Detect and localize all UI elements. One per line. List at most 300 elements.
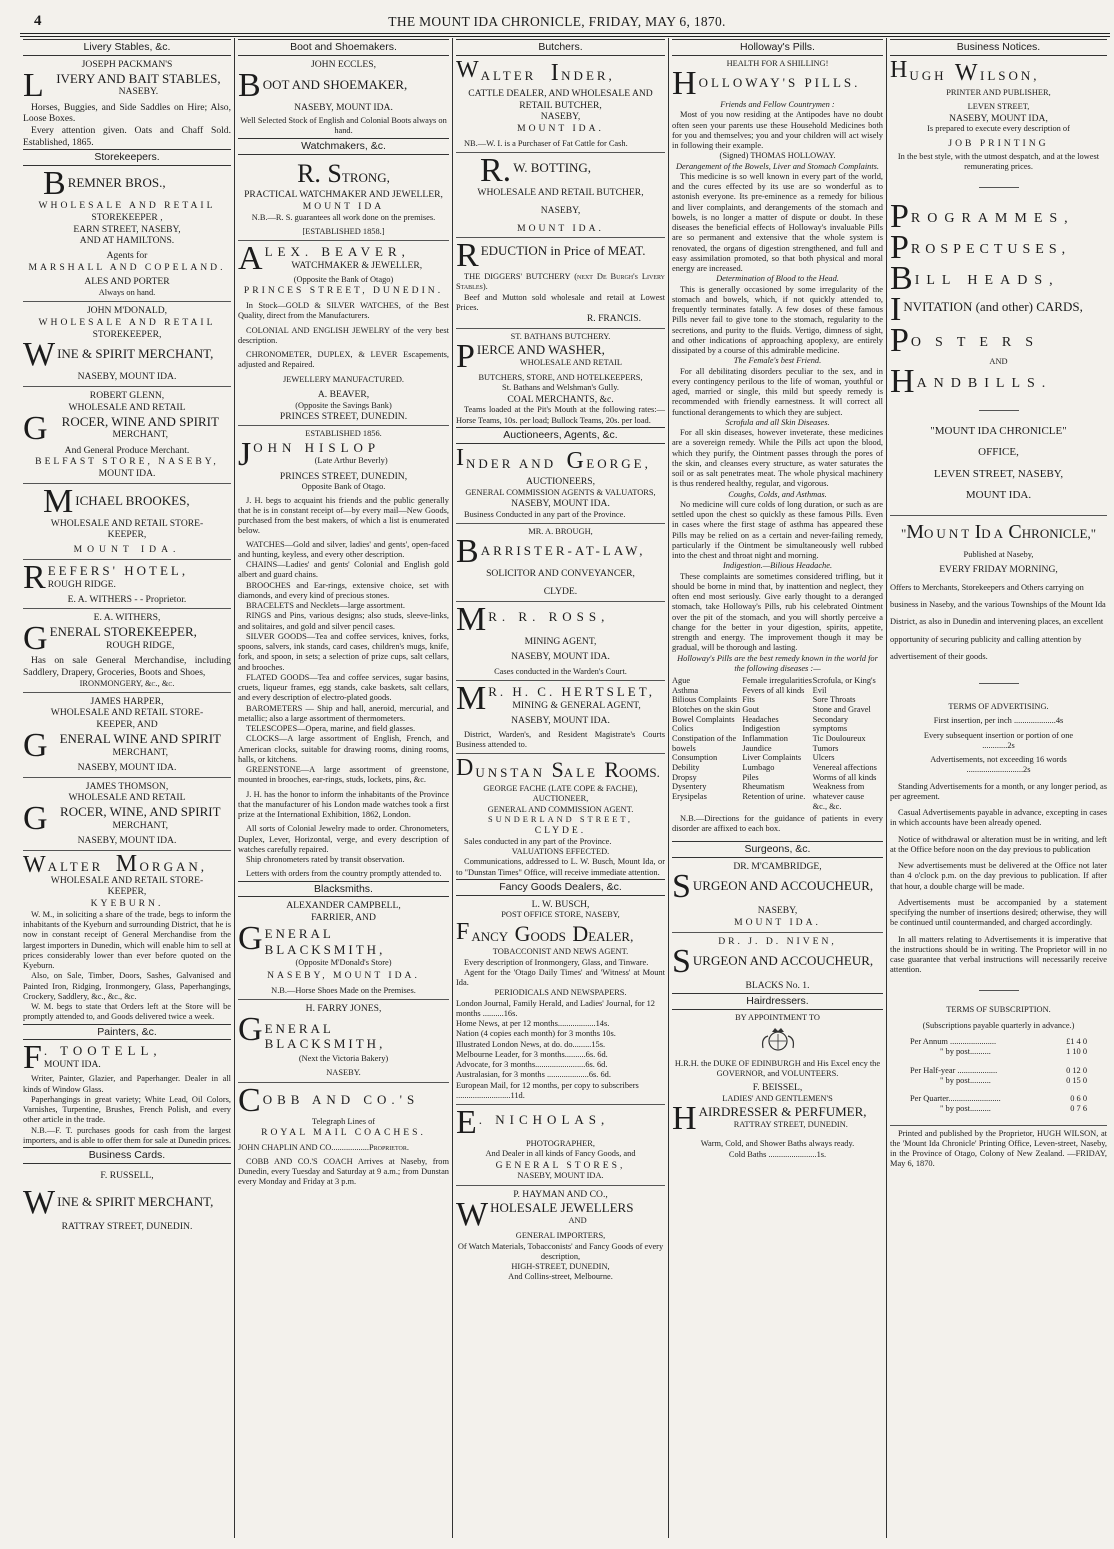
ad-line: ROUGH RIDGE, <box>106 639 175 651</box>
ad-line: NASEBY, MOUNT IDA. <box>511 651 610 663</box>
ad-harper <box>23 731 231 760</box>
subscription-row <box>910 1076 1087 1086</box>
ad-line: GENERAL IMPORTERS, <box>515 1231 606 1241</box>
ad-line: MOUNT IDA. <box>98 467 156 479</box>
subscription-note: (Subscriptions payable quarterly in advance.) <box>922 1020 1075 1030</box>
drop-cap: G <box>566 447 584 474</box>
sub-heading: Scrofula and all Skin Diseases. <box>725 417 830 427</box>
service-cards <box>890 295 1107 324</box>
drop-cap: R. S <box>297 158 342 188</box>
ad-body: Most of you now residing at the Antipodes have no doubt often seen your parents use these Household Medicines both for you and themselves; you and your children will act wisely in following their example. <box>672 110 883 151</box>
section-holloway: Holloway's Pills. <box>672 39 883 56</box>
drop-cap: C <box>1008 520 1022 543</box>
ad-line: GENERAL COMMISSION AGENTS & VALUATORS, <box>465 487 656 497</box>
drop-cap: G <box>23 624 48 654</box>
disease-column: Female irregularities Fevers of all kinds Fits Gout Headaches Indigestion Inflammation Jaundice Liver Complaints Lumbago Piles Rheumatism Retention of urine. <box>742 676 812 801</box>
divider <box>456 237 665 238</box>
drop-cap: H <box>890 366 915 396</box>
ad-title: . TOOTELL, <box>43 1043 162 1059</box>
terms-line: First insertion, per inch ....................4s <box>933 716 1064 726</box>
ad-heading: ST. BATHANS BUTCHERY. <box>510 331 611 341</box>
row-price: 0 7 6 <box>1070 1104 1087 1114</box>
ad-body: J. H. has the honor to inform the inhabitants of the Province that the manufacturer of his London made watches took a first prize at the International Exhibition, 1862, London. <box>238 789 449 820</box>
drop-cap: G <box>23 730 48 760</box>
divider <box>23 483 231 484</box>
ad-thomson <box>23 804 231 833</box>
ad-line: WHOLESALE AND RETAIL STORE- <box>50 874 204 886</box>
ad-title: ROCER, WINE AND SPIRIT <box>61 413 219 429</box>
ad-line: NASEBY. <box>118 86 159 98</box>
ad-line: NASEBY, <box>540 111 581 123</box>
drop-cap: S <box>672 872 691 902</box>
section-storekeepers: Storekeepers. <box>23 149 231 166</box>
column-5 <box>886 38 1110 1538</box>
ad-title: OBB AND CO.'S <box>262 1091 420 1107</box>
ad-line: PHOTOGRAPHER, <box>526 1139 595 1149</box>
ad-hislop <box>238 440 449 469</box>
ad-body: This medicine is so well known in every part of the world, and the cures effected by its use are so wonderful as to astonish everyone. Its pre-eminence as a remedy for bilious and liver complaints, and derangements of the stomach and bowels, is no longer a matter of dispute or doubt. In these diseases the beneficial effects of Holloway's invaluable Pills are so permanent and extensive that the whole system is renovated, the organs of digestion strengthened, and full and easy assimilation promoted, so that both physical and moral energy are increased. <box>672 171 883 274</box>
header-rule <box>20 33 1110 37</box>
ad-reduction <box>456 241 665 270</box>
ad-body: RINGS and Pins, various designs; also studs, sleeve-links, and solitaires, and gold and silver pencil cases. <box>238 611 449 631</box>
ad-line: (Opposite the Bank of Otago) <box>293 275 394 285</box>
ad-line: WATCHMAKER & JEWELLER, <box>291 259 423 271</box>
terms-body: Notice of withdrawal or alteration must be in writing, and left at the Office before noon on the day previous to publication <box>890 834 1107 854</box>
drop-cap: E <box>456 1108 477 1138</box>
ad-line: KEEPER, AND <box>96 719 158 731</box>
ad-packman <box>23 71 231 100</box>
ad-line: WHOLESALE AND RETAIL <box>68 792 186 804</box>
subscription-table <box>890 1037 1107 1115</box>
ad-line: PERIODICALS AND NEWSPAPERS. <box>494 988 627 998</box>
divider <box>979 410 1019 411</box>
subscription-row <box>910 1037 1087 1047</box>
ad-line: JOHN CHAPLIN AND CO..................Proprietor. <box>238 1142 409 1152</box>
ad-line: BY APPOINTMENT TO <box>735 1012 820 1022</box>
ad-signature: (Signed) THOMAS HOLLOWAY. <box>719 151 836 161</box>
ad-line: MERCHANT, <box>112 819 169 831</box>
ad-line: JEWELLERY MANUFACTURED. <box>283 374 404 384</box>
ad-line: NASEBY, MOUNT IDA. <box>77 835 177 846</box>
column-1 <box>20 38 234 1538</box>
section-hairdressers: Hairdressers. <box>672 993 883 1010</box>
ad-line: H.R.H. the DUKE OF EDINBURGH and His Excel ency the GOVERNOR, and VOLUNTEERS. <box>674 1058 881 1079</box>
ad-title: ENERAL BLACKSMITH, <box>264 1020 386 1052</box>
ad-body: Every description of Ironmongery, Glass, and Tinware. <box>464 957 649 967</box>
ad-heading: JAMES THOMSON, <box>85 780 169 792</box>
drop-cap: M <box>456 604 487 634</box>
price-line: London Journal, Family Herald, and Ladies' Journal, for 12 months ..........16s. <box>456 998 655 1018</box>
divider <box>23 777 231 778</box>
ad-heading: DR. M'CAMBRIDGE, <box>733 860 822 872</box>
drop-cap: P <box>456 342 475 372</box>
service-item: ILL HEADS, <box>914 272 1060 288</box>
drop-cap: S <box>551 757 564 783</box>
ad-line: PRINCES STREET, DUNEDIN. <box>243 285 444 297</box>
ad-line: ESTABLISHED 1856. <box>305 429 382 439</box>
drop-cap: H <box>672 69 697 99</box>
ad-body: COLONIAL AND ENGLISH JEWELRY of the very best description. <box>238 325 449 345</box>
ad-line: KEEPER, <box>107 529 147 541</box>
chronicle-title <box>890 520 1107 544</box>
sub-heading: The Female's best Friend. <box>733 356 822 366</box>
row-label: Per Quarter......................... <box>910 1094 1001 1104</box>
ad-line: Opposite Bank of Otago. <box>301 482 386 492</box>
ad-line: MERCHANT, <box>112 746 169 758</box>
ad-line: CLYDE. <box>543 585 578 597</box>
subscription-row <box>910 1047 1087 1057</box>
drop-cap: I <box>890 294 902 324</box>
drop-cap: I <box>974 520 982 543</box>
service-item: ROGRAMMES, <box>910 210 1075 226</box>
drop-cap: P <box>890 201 909 231</box>
ad-line: BLACKS No. 1. <box>745 980 810 992</box>
ad-title: ARRISTER-AT-LAW, <box>480 543 646 559</box>
service-item: NVITATION (and other) CARDS, <box>903 298 1083 314</box>
ad-line: CATTLE DEALER, AND WHOLESALE AND RETAIL BUTCHER, <box>468 88 653 111</box>
ad-title: IERCE AND WASHER, <box>476 342 605 358</box>
section-auctioneers: Auctioneers, Agents, &c. <box>456 427 665 444</box>
ad-title: OOMS. <box>619 765 660 781</box>
drop-cap: M <box>906 520 925 543</box>
imprint: Printed and published by the Proprietor, HUGH WILSON, at the 'Mount Ida Chronicle' Printing Office, Leven-street, Naseby, in the Province of Otago, Colony of New Zealand. —FRIDAY, May 6, 1870. <box>890 1128 1107 1169</box>
ad-line: MARSHALL AND COPELAND. <box>28 261 226 273</box>
divider <box>23 692 231 693</box>
section-business-notices: Business Notices. <box>890 39 1107 56</box>
ad-line: BUTCHERS, STORE, AND HOTELKEEPERS, <box>478 373 643 383</box>
ad-body: Also, on Sale, Timber, Doors, Sashes, Galvanised and Painted Iron, Ridging, Ironmongery, Glass, Paperhangings, Crockery, Saddlery, &c., &c., &c. <box>23 971 231 1001</box>
ad-line: Telegraph Lines of <box>311 1116 376 1126</box>
drop-cap: A <box>238 244 263 274</box>
divider <box>238 425 449 426</box>
ad-line: EVERY FRIDAY MORNING, <box>939 564 1058 576</box>
ad-body: SILVER GOODS—Tea and coffee services, knives, forks, spoons, salvers, ink stands, card cases, children's mugs, knife, fork, and spoon, in sets; a selection of prize cups, salt cellars, and brooches. <box>238 631 449 672</box>
sub-heading: Friends and Fellow Countrymen : <box>720 100 835 110</box>
section-watchmakers: Watchmakers, &c. <box>238 138 449 155</box>
subscription-heading: TERMS OF SUBSCRIPTION. <box>946 1004 1051 1014</box>
ad-holloway <box>672 69 883 98</box>
drop-cap: L <box>23 70 44 100</box>
ad-line: AND <box>989 356 1008 366</box>
ad-title: LEX. BEAVER, <box>264 244 410 260</box>
ad-body: TELESCOPES—Opera, marine, and field glasses. <box>246 724 416 734</box>
ad-line: GEORGE FACHE (LATE COPE & FACHE), <box>483 784 638 794</box>
ad-strong <box>238 158 449 190</box>
ad-body: District, Warden's, and Resident Magistrate's Courts Business attended to. <box>456 729 665 750</box>
quote-mark: " <box>900 525 907 541</box>
ad-body: Every attention given. Oats and Chaff Sold. Established, 1865. <box>23 124 231 148</box>
ad-line: NASEBY, <box>757 905 798 917</box>
ad-line: PRINCES STREET, DUNEDIN. <box>279 410 408 422</box>
ad-line: NASEBY, MOUNT IDA. <box>77 371 177 383</box>
ad-body: Offers to Merchants, Storekeepers and Others carrying on business in Naseby, and the various Townships of the Mount Ida District, as also in Dunedin and intervening places, an excellent opportunity of securing publicity and calling attention by advertisement of their goods. <box>890 582 1106 661</box>
drop-cap: W <box>23 853 46 875</box>
divider <box>890 515 1107 516</box>
drop-cap: W <box>456 1200 489 1230</box>
ad-line: LEVEN STREET, NASEBY, <box>933 467 1064 480</box>
ad-line: AND AT HAMILTONS. <box>79 235 175 247</box>
section-blacksmiths: Blacksmiths. <box>238 881 449 898</box>
ad-title: NDER, <box>561 67 615 83</box>
price-line: Illustrated London News, at do. do.........15s. <box>456 1039 606 1049</box>
ad-title: REMNER BROS., <box>67 175 166 191</box>
ad-body: NB.—W. I. is a Purchaser of Fat Cattle for Cash. <box>464 138 628 148</box>
row-label: Per Half-year ................... <box>910 1065 998 1075</box>
ad-line: NASEBY, MOUNT IDA. <box>294 101 393 113</box>
ad-mcdonald <box>23 340 231 369</box>
drop-cap: W <box>456 58 479 83</box>
drop-cap: R <box>456 241 479 271</box>
ad-line: NASEBY, MOUNT IDA. <box>517 1171 604 1181</box>
ad-line: MOUNT IDA. <box>734 916 821 928</box>
drop-cap: I <box>550 59 559 86</box>
ad-title: INE & SPIRIT MERCHANT, <box>57 1193 214 1209</box>
ad-title: W. BOTTING, <box>513 160 592 176</box>
row-label: Per Annum ...................... <box>910 1037 997 1047</box>
section-business-cards: Business Cards. <box>23 1147 231 1164</box>
ad-hayman <box>456 1200 665 1229</box>
ad-line: Published at Naseby, <box>963 549 1034 559</box>
drop-cap: M <box>456 684 487 714</box>
ad-line: ROUGH RIDGE. <box>47 578 116 590</box>
drop-cap: G <box>238 923 263 957</box>
ad-niven <box>672 947 883 976</box>
ad-line: SUNDERLAND STREET, <box>487 814 634 824</box>
section-painters: Painters, &c. <box>23 1024 231 1041</box>
ad-line: WHOLESALE AND RETAIL BUTCHER, <box>477 187 644 199</box>
ad-line: KEEPER, <box>107 886 147 898</box>
ad-pierce-washer <box>456 342 665 371</box>
ad-heading: E. A. WITHERS, <box>93 612 161 624</box>
ad-line: WHOLESALE AND RETAIL <box>38 200 216 212</box>
ad-line: PRACTICAL WATCHMAKER AND JEWELLER, <box>244 189 443 201</box>
ad-body: W. M., in soliciting a share of the trade, begs to inform the inhabitants of the Kyeburn and surrounding District, that he is now in constant receipt of General Merchandise from the largest importers in Dunedin, which will enable him to sell at prices considerably lower than ever before quoted on the Kyeburn. <box>23 909 231 971</box>
ad-title: HRONICLE," <box>1021 525 1097 541</box>
divider <box>456 680 665 681</box>
service-item: ANDBILLS. <box>916 375 1053 391</box>
service-programmes <box>890 202 1107 231</box>
ad-body: Agent for the 'Otago Daily Times' and 'Witness' at Mount Ida. <box>456 967 665 988</box>
disease-column: Scrofula, or King's Evil Sore Throats Stone and Gravel Secondary symptoms Tic Douloureux Tumors Ulcers Venereal affections Worms of all kinds Weakness from whatever cause &c., &c. <box>812 676 877 811</box>
ad-line: Always on hand. <box>98 288 156 298</box>
terms-body: New advertisements must be delivered at the Office not later than 4 o'clock p.m. on the day previous to publication. If after that hour, a double charge will be made. <box>890 861 1107 891</box>
drop-cap: D <box>456 757 474 782</box>
column-4 <box>668 38 886 1538</box>
ad-line: "MOUNT IDA CHRONICLE" <box>930 424 1067 437</box>
ad-title: ENERAL WINE AND SPIRIT <box>59 730 221 746</box>
price-line: Nation (4 copies each month) for 3 months 10s. <box>456 1029 616 1039</box>
ad-line: MOUNT IDA <box>302 200 385 212</box>
ad-line: HEALTH FOR A SHILLING! <box>726 58 829 68</box>
ad-line: EARN STREET, NASEBY, <box>73 223 181 235</box>
ad-withers <box>23 624 231 653</box>
ad-line: AUCTIONEERS, <box>525 475 596 487</box>
terms-body: Casual Advertisements payable in advance, excepting in cases in which accounts have been already opened. <box>890 808 1107 828</box>
ad-line: NASEBY, MOUNT IDA. <box>267 969 420 981</box>
ad-heading: JAMES HARPER, <box>90 695 164 707</box>
ad-title: ILSON, <box>979 67 1040 83</box>
section-livery: Livery Stables, &c. <box>23 39 231 56</box>
drop-cap: B <box>43 169 66 199</box>
ad-body: FLATED GOODS—Tea and coffee services, sugar basins, cruets, liqueur frames, egg stands, cake baskets, salt cellars, and every description of electro-plated goods. <box>238 672 449 703</box>
ad-line: (Next the Victoria Bakery) <box>298 1054 389 1064</box>
ad-heading: MR. A. BROUGH, <box>528 526 593 536</box>
divider <box>238 999 449 1000</box>
section-boot: Boot and Shoemakers. <box>238 39 449 56</box>
ad-heading: P. HAYMAN AND CO., <box>513 1188 608 1200</box>
drop-cap: P <box>890 325 909 355</box>
ad-jones <box>238 1015 449 1053</box>
sub-heading: Holloway's Pills are the best remedy known in the world for the following diseases :— <box>677 653 878 673</box>
ad-line: Warm, Cold, and Shower Baths always ready. <box>700 1139 855 1149</box>
drop-cap: W <box>23 1187 56 1217</box>
ad-line: CLYDE. <box>534 825 587 837</box>
ad-russell <box>23 1188 231 1217</box>
drop-cap: B <box>456 537 479 567</box>
ad-title: OHN HISLOP <box>253 439 381 455</box>
ad-line: And Dealer in all kinds of Fancy Goods, and <box>485 1149 636 1159</box>
drop-cap: H <box>672 1104 697 1134</box>
ad-title: EALER, <box>588 928 634 944</box>
ad-body: BRACELETS and Necklets—large assortment. <box>246 601 405 611</box>
ad-dunstan <box>456 757 665 784</box>
ad-body: Sales conducted in any part of the Province. <box>464 836 612 846</box>
terms-heading: TERMS OF ADVERTISING. <box>948 702 1049 712</box>
ad-line: (Opposite the Savings Bank) <box>295 400 392 410</box>
ad-body: J. H. begs to acquaint his friends and the public generally that he is in constant receipt of—by every mail—New Goods, purchased from the best makers, of which a list is enumerated below. <box>238 495 449 536</box>
sub-heading: Indigestion.—Bilious Headache. <box>722 561 833 571</box>
ad-line: And General Produce Merchant. <box>64 444 190 456</box>
ad-signature: R. FRANCIS. <box>586 313 641 325</box>
price-line: Australasian, for 3 months ....................6s. 6d. <box>456 1070 611 1080</box>
ad-line: NASEBY. <box>326 1068 361 1078</box>
divider <box>890 1125 1107 1126</box>
ad-line: (Opposite M'Donald's Store) <box>295 957 392 967</box>
ad-line: In the best style, with the utmost despatch, and at the lowest remunerating prices. <box>897 152 1100 172</box>
ad-line: STOREKEEPER , <box>91 211 163 223</box>
ad-heading: JOHN ECCLES, <box>310 58 377 70</box>
ad-line: Well Selected Stock of English and Colonial Boots always on hand. <box>240 116 447 136</box>
ad-body: These complaints are sometimes considered trifling, but it should be borne in mind that, by inattention and neglect, they often end most seriously. Give early thought to a deranged stomach, take Holloway's Pills, rub his celebrated Ointment over the pit of the stomach, and you will shortly perceive a change for the better in your digestion, spirits, appetite, strength and energy. The improvement though it may be gradual, will be thorough and lasting. <box>672 571 883 653</box>
ad-body: CHRONOMETER, DUPLEX, & LEVER Escapements, adjusted and Repaired. <box>238 350 449 370</box>
ad-line: PRINCES STREET, DUNEDIN, <box>279 470 408 482</box>
ad-body: GREENSTONE—A large assortment of greenstone, mounted in brooches, ear-rings, studs, lockets, pins, &c. <box>238 765 449 785</box>
drop-cap: R <box>604 757 620 783</box>
ad-title: UNSTAN <box>475 765 546 781</box>
ad-line: FARRIER, AND <box>311 912 376 924</box>
ad-body: Horses, Buggies, and Side Saddles on Hire; Also, Loose Boxes. <box>23 101 231 125</box>
divider <box>456 523 665 524</box>
ad-cobb <box>238 1086 449 1115</box>
ad-eccles <box>238 71 449 100</box>
ad-title: OLLOWAY'S PILLS. <box>698 75 861 91</box>
ad-title: INE & SPIRIT MERCHANT, <box>57 346 214 362</box>
ad-hugh-wilson <box>890 59 1107 88</box>
row-label: " by post.......... <box>940 1075 991 1085</box>
drop-cap: G <box>514 920 531 946</box>
drop-cap: J <box>238 439 252 469</box>
divider <box>238 1082 449 1083</box>
crest-icon <box>758 1026 798 1052</box>
ad-title: R. H. C. HERTSLET, <box>488 684 655 700</box>
ad-title: UGH <box>909 67 947 83</box>
drop-cap: G <box>238 1014 263 1048</box>
divider <box>23 850 231 851</box>
row-price: 0 6 0 <box>1070 1094 1087 1104</box>
masthead <box>0 10 1114 32</box>
ad-line: NASEBY, MOUNT IDA, <box>949 112 1048 124</box>
drop-cap: W <box>954 59 978 86</box>
ad-title: ALE <box>563 765 598 781</box>
ad-title: HOLESALE JEWELLERS <box>490 1200 634 1216</box>
row-price: 0 12 0 <box>1066 1065 1087 1075</box>
drop-cap: W <box>23 340 56 370</box>
service-item: OSTERS <box>910 334 1048 350</box>
drop-cap: B <box>890 263 913 293</box>
ad-line: STOREKEEPER, <box>92 328 162 340</box>
ad-title: . NICHOLAS, <box>478 1112 610 1128</box>
drop-cap: F <box>456 920 470 945</box>
price-line: Melbourne Leader, for 3 months..........6s. 6d. <box>456 1049 608 1059</box>
ad-body: Ship chronometers rated by transit observation. <box>246 855 405 865</box>
ad-title: ENERAL BLACKSMITH, <box>264 925 386 957</box>
ad-title: OOT AND SHOEMAKER, <box>262 76 408 92</box>
ad-line: SOLICITOR AND CONVEYANCER, <box>486 568 635 580</box>
divider <box>672 932 883 933</box>
ad-ross <box>456 605 665 634</box>
divider <box>23 301 231 302</box>
row-price: £1 4 0 <box>1066 1037 1087 1047</box>
ad-line: MERCHANT, <box>112 429 169 441</box>
drop-cap: M <box>115 853 138 875</box>
ad-title: URGEON AND ACCOUCHEUR, <box>692 878 874 894</box>
royal-crest-icon <box>672 1026 883 1056</box>
section-fancy-goods: Fancy Goods Dealers, &c. <box>456 879 665 896</box>
ad-line: St. Bathans and Welshman's Gully. <box>502 383 619 393</box>
ad-body: Beef and Mutton sold wholesale and retail at Lowest Prices. <box>456 292 665 312</box>
ad-body: Communications, addressed to L. W. Busch, Mount Ida, or to "Dunstan Times" Office, will receive immediate attention. <box>456 857 665 877</box>
ad-tootell <box>23 1043 231 1072</box>
ad-line: E. A. WITHERS - - Proprietor. <box>67 593 187 605</box>
ad-title: EEFERS' HOTEL, <box>47 562 189 578</box>
ad-line: Cases conducted in the Warden's Court. <box>494 666 627 676</box>
divider <box>23 559 231 560</box>
ad-title: AIRDRESSER & PERFUMER, <box>698 1104 867 1120</box>
divider <box>456 1104 665 1105</box>
ad-title: DA <box>981 525 1007 541</box>
ad-line: N.B.—R. S. guarantees all work done on the premises. <box>251 212 436 222</box>
ad-reefers <box>23 563 231 592</box>
ad-body: BAROMETERS — Ship and hall, aneroid, mercurial, and metallic; also a large assortment of thermometers. <box>238 703 449 723</box>
ad-line: LEVEN STREET, <box>967 102 1030 112</box>
ad-line: LADIES' AND GENTLEMEN'S <box>722 1094 833 1103</box>
ad-body: Business Conducted in any part of the Province. <box>464 509 626 519</box>
ad-botting <box>456 156 665 185</box>
ad-line: MOUNT IDA. <box>517 123 604 135</box>
divider <box>979 187 1019 188</box>
ad-heading: F. BEISSEL, <box>752 1082 803 1094</box>
row-price: 0 15 0 <box>1066 1075 1087 1085</box>
ad-line: MINING & GENERAL AGENT, <box>512 700 641 712</box>
service-bill-heads <box>890 264 1107 293</box>
ad-line: (Late Arthur Beverly) <box>314 455 388 465</box>
ad-line: MOUNT IDA. <box>73 544 181 556</box>
drop-cap: F <box>23 1043 42 1073</box>
ad-body: WATCHES—Gold and silver, ladies' and gents', open-faced and hunting, keyless, and every other description. <box>238 539 449 559</box>
drop-cap: G <box>23 413 48 443</box>
drop-cap: I <box>456 446 464 471</box>
service-item: ROSPECTUSES, <box>910 241 1071 257</box>
